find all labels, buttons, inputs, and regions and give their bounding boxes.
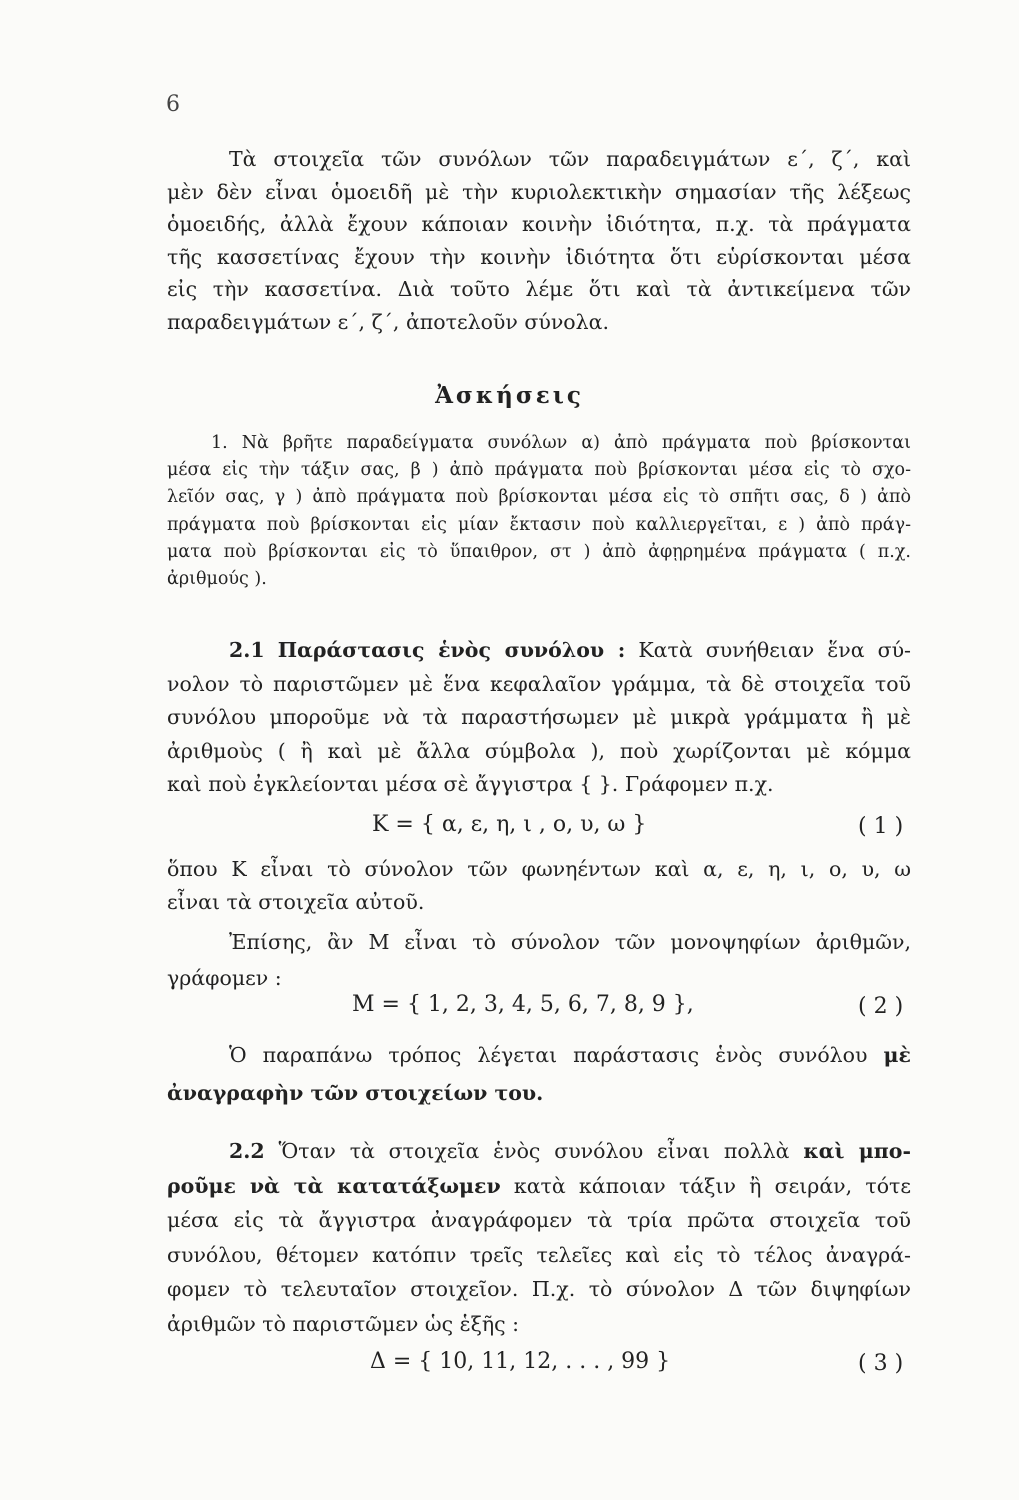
formula-k: K = { α, ε, η, ι , ο, υ, ω } bbox=[372, 812, 647, 837]
bold-fragment: καὶ μπο- bbox=[803, 1139, 911, 1163]
listing-conclusion bbox=[167, 1036, 911, 1112]
text-fragment: Ὁ παραπάνω τρόπος λέγεται παράστασις ἑνὸς συνόλου bbox=[229, 1043, 868, 1067]
text-line: μέσα εἰς τὴν τάξιν σας, β ) ἀπὸ πράγματα ποὺ βρίσκονται μέσα εἰς τὸ σχο- bbox=[167, 460, 911, 481]
exercises-heading: Ἀσκήσεις bbox=[435, 382, 584, 409]
section-2-2 bbox=[167, 1134, 911, 1341]
text-line: 1. Νὰ βρῆτε παραδείγματα συνόλων α) ἀπὸ πράγματα ποὺ βρίσκονται bbox=[211, 433, 911, 453]
set-m-intro bbox=[167, 924, 911, 996]
text-line: μὲν δὲν εἶναι ὁμοειδῆ μὲ τὴν κυριολεκτικὴν σημασίαν τῆς λέξεως bbox=[167, 179, 911, 204]
text-line: μέσα εἰς τὰ ἄγγιστρα ἀναγράφομεν τὰ τρία πρῶτα στοιχεῖα τοῦ bbox=[167, 1208, 911, 1232]
formula-delta: Δ = { 10, 11, 12, . . . , 99 } bbox=[370, 1349, 671, 1374]
text-line: εἰς τὴν κασσετίνα. Διὰ τοῦτο λέμε ὅτι καὶ τὰ ἀντικείμενα τῶν bbox=[167, 277, 911, 301]
text-line bbox=[167, 1169, 911, 1204]
bold-fragment: ροῦμε νὰ τὰ κατατάξωμεν bbox=[167, 1173, 501, 1198]
equation-number-2: ( 2 ) bbox=[858, 994, 904, 1019]
formula-m: M = { 1, 2, 3, 4, 5, 6, 7, 8, 9 }, bbox=[352, 992, 694, 1017]
text-line: Ἐπίσης, ἂν Μ εἶναι τὸ σύνολον τῶν μονοψηφίων ἀριθμῶν, bbox=[229, 930, 911, 954]
text-line: πράγματα ποὺ βρίσκονται εἰς μίαν ἔκτασιν ποὺ καλλιεργεῖται, ε ) ἀπὸ πράγ- bbox=[167, 514, 911, 535]
text-line: ὅπου Κ εἶναι τὸ σύνολον τῶν φωνηέντων καὶ α, ε, η, ι, ο, υ, ω bbox=[167, 857, 911, 881]
bold-line: ἀναγραφὴν τῶν στοιχείων του. bbox=[167, 1081, 544, 1105]
text-line: ματα ποὺ βρίσκονται εἰς τὸ ὕπαιθρον, στ ) ἀπὸ ἀφῃρημένα πράγματα ( π.χ. bbox=[167, 541, 911, 562]
intro-paragraph bbox=[167, 143, 911, 338]
text-line: ἀριθμοὺς ( ἢ καὶ μὲ ἄλλα σύμβολα ), ποὺ χωρίζονται μὲ κόμμα bbox=[167, 738, 911, 763]
bold-fragment: μὲ bbox=[883, 1043, 911, 1067]
text-line bbox=[167, 1036, 911, 1074]
text-fragment: κατὰ κάποιαν τάξιν ἢ σειράν, τότε bbox=[513, 1173, 911, 1198]
section-2-1 bbox=[167, 634, 911, 802]
formula-1-explanation bbox=[167, 853, 911, 919]
text-line: φομεν τὸ τελευταῖον στοιχεῖον. Π.χ. τὸ σύνολον Δ τῶν διψηφίων bbox=[167, 1277, 911, 1301]
text-fragment: Ὅταν τὰ στοιχεῖα ἑνὸς συνόλου εἶναι πολλὰ bbox=[278, 1139, 790, 1163]
page-number: 6 bbox=[166, 92, 180, 117]
section-number: 2.2 bbox=[229, 1139, 265, 1163]
equation-number-1: ( 1 ) bbox=[858, 814, 904, 839]
text-line: συνόλου, θέτομεν κατόπιν τρεῖς τελεῖες καὶ εἰς τὸ τέλος ἀναγρά- bbox=[167, 1242, 911, 1267]
text-line: ἀριθμῶν τὸ παριστῶμεν ὡς ἑξῆς : bbox=[167, 1311, 520, 1336]
text-line: λεῖόν σας, γ ) ἀπὸ πράγματα ποὺ βρίσκονται μέσα εἰς τὸ σπῆτι σας, δ ) ἀπὸ bbox=[167, 487, 911, 508]
text-line: συνόλου μποροῦμε νὰ τὰ παραστήσωμεν μὲ μικρὰ γράμματα ἢ μὲ bbox=[167, 705, 911, 729]
text-line: καὶ ποὺ ἐγκλείονται μέσα σὲ ἄγγιστρα { }. Γράφομεν π.χ. bbox=[167, 772, 774, 796]
text-fragment: Κατὰ συνήθειαν ἕνα σύ- bbox=[638, 638, 911, 662]
text-line: Τὰ στοιχεῖα τῶν συνόλων τῶν παραδειγμάτων ε΄, ζ΄, καὶ bbox=[229, 147, 911, 171]
text-line: παραδειγμάτων ε΄, ζ΄, ἀποτελοῦν σύνολα. bbox=[167, 309, 609, 334]
text-line: ἀριθμούς ). bbox=[167, 569, 267, 590]
text-line: ὁμοειδής, ἀλλὰ ἔχουν κάποιαν κοινὴν ἰδιότητα, π.χ. τὰ πράγματα bbox=[167, 212, 911, 236]
exercise-1 bbox=[167, 430, 911, 593]
section-title: Παράστασις ἑνὸς συνόλου : bbox=[277, 638, 626, 662]
text-line: εἶναι τὰ στοιχεῖα αὐτοῦ. bbox=[167, 890, 425, 914]
section-2-1-first-line bbox=[167, 634, 911, 668]
text-line: νολον τὸ παριστῶμεν μὲ ἕνα κεφαλαῖον γράμμα, τὰ δὲ στοιχεῖα τοῦ bbox=[167, 671, 911, 696]
equation-number-3: ( 3 ) bbox=[858, 1351, 904, 1376]
text-line: τῆς κασσετίνας ἔχουν τὴν κοινὴν ἰδιότητα ὅτι εὑρίσκονται μέσα bbox=[167, 244, 911, 269]
section-2-2-first-line bbox=[167, 1134, 911, 1169]
text-line: γράφομεν : bbox=[167, 966, 282, 990]
section-number: 2.1 bbox=[229, 638, 265, 662]
